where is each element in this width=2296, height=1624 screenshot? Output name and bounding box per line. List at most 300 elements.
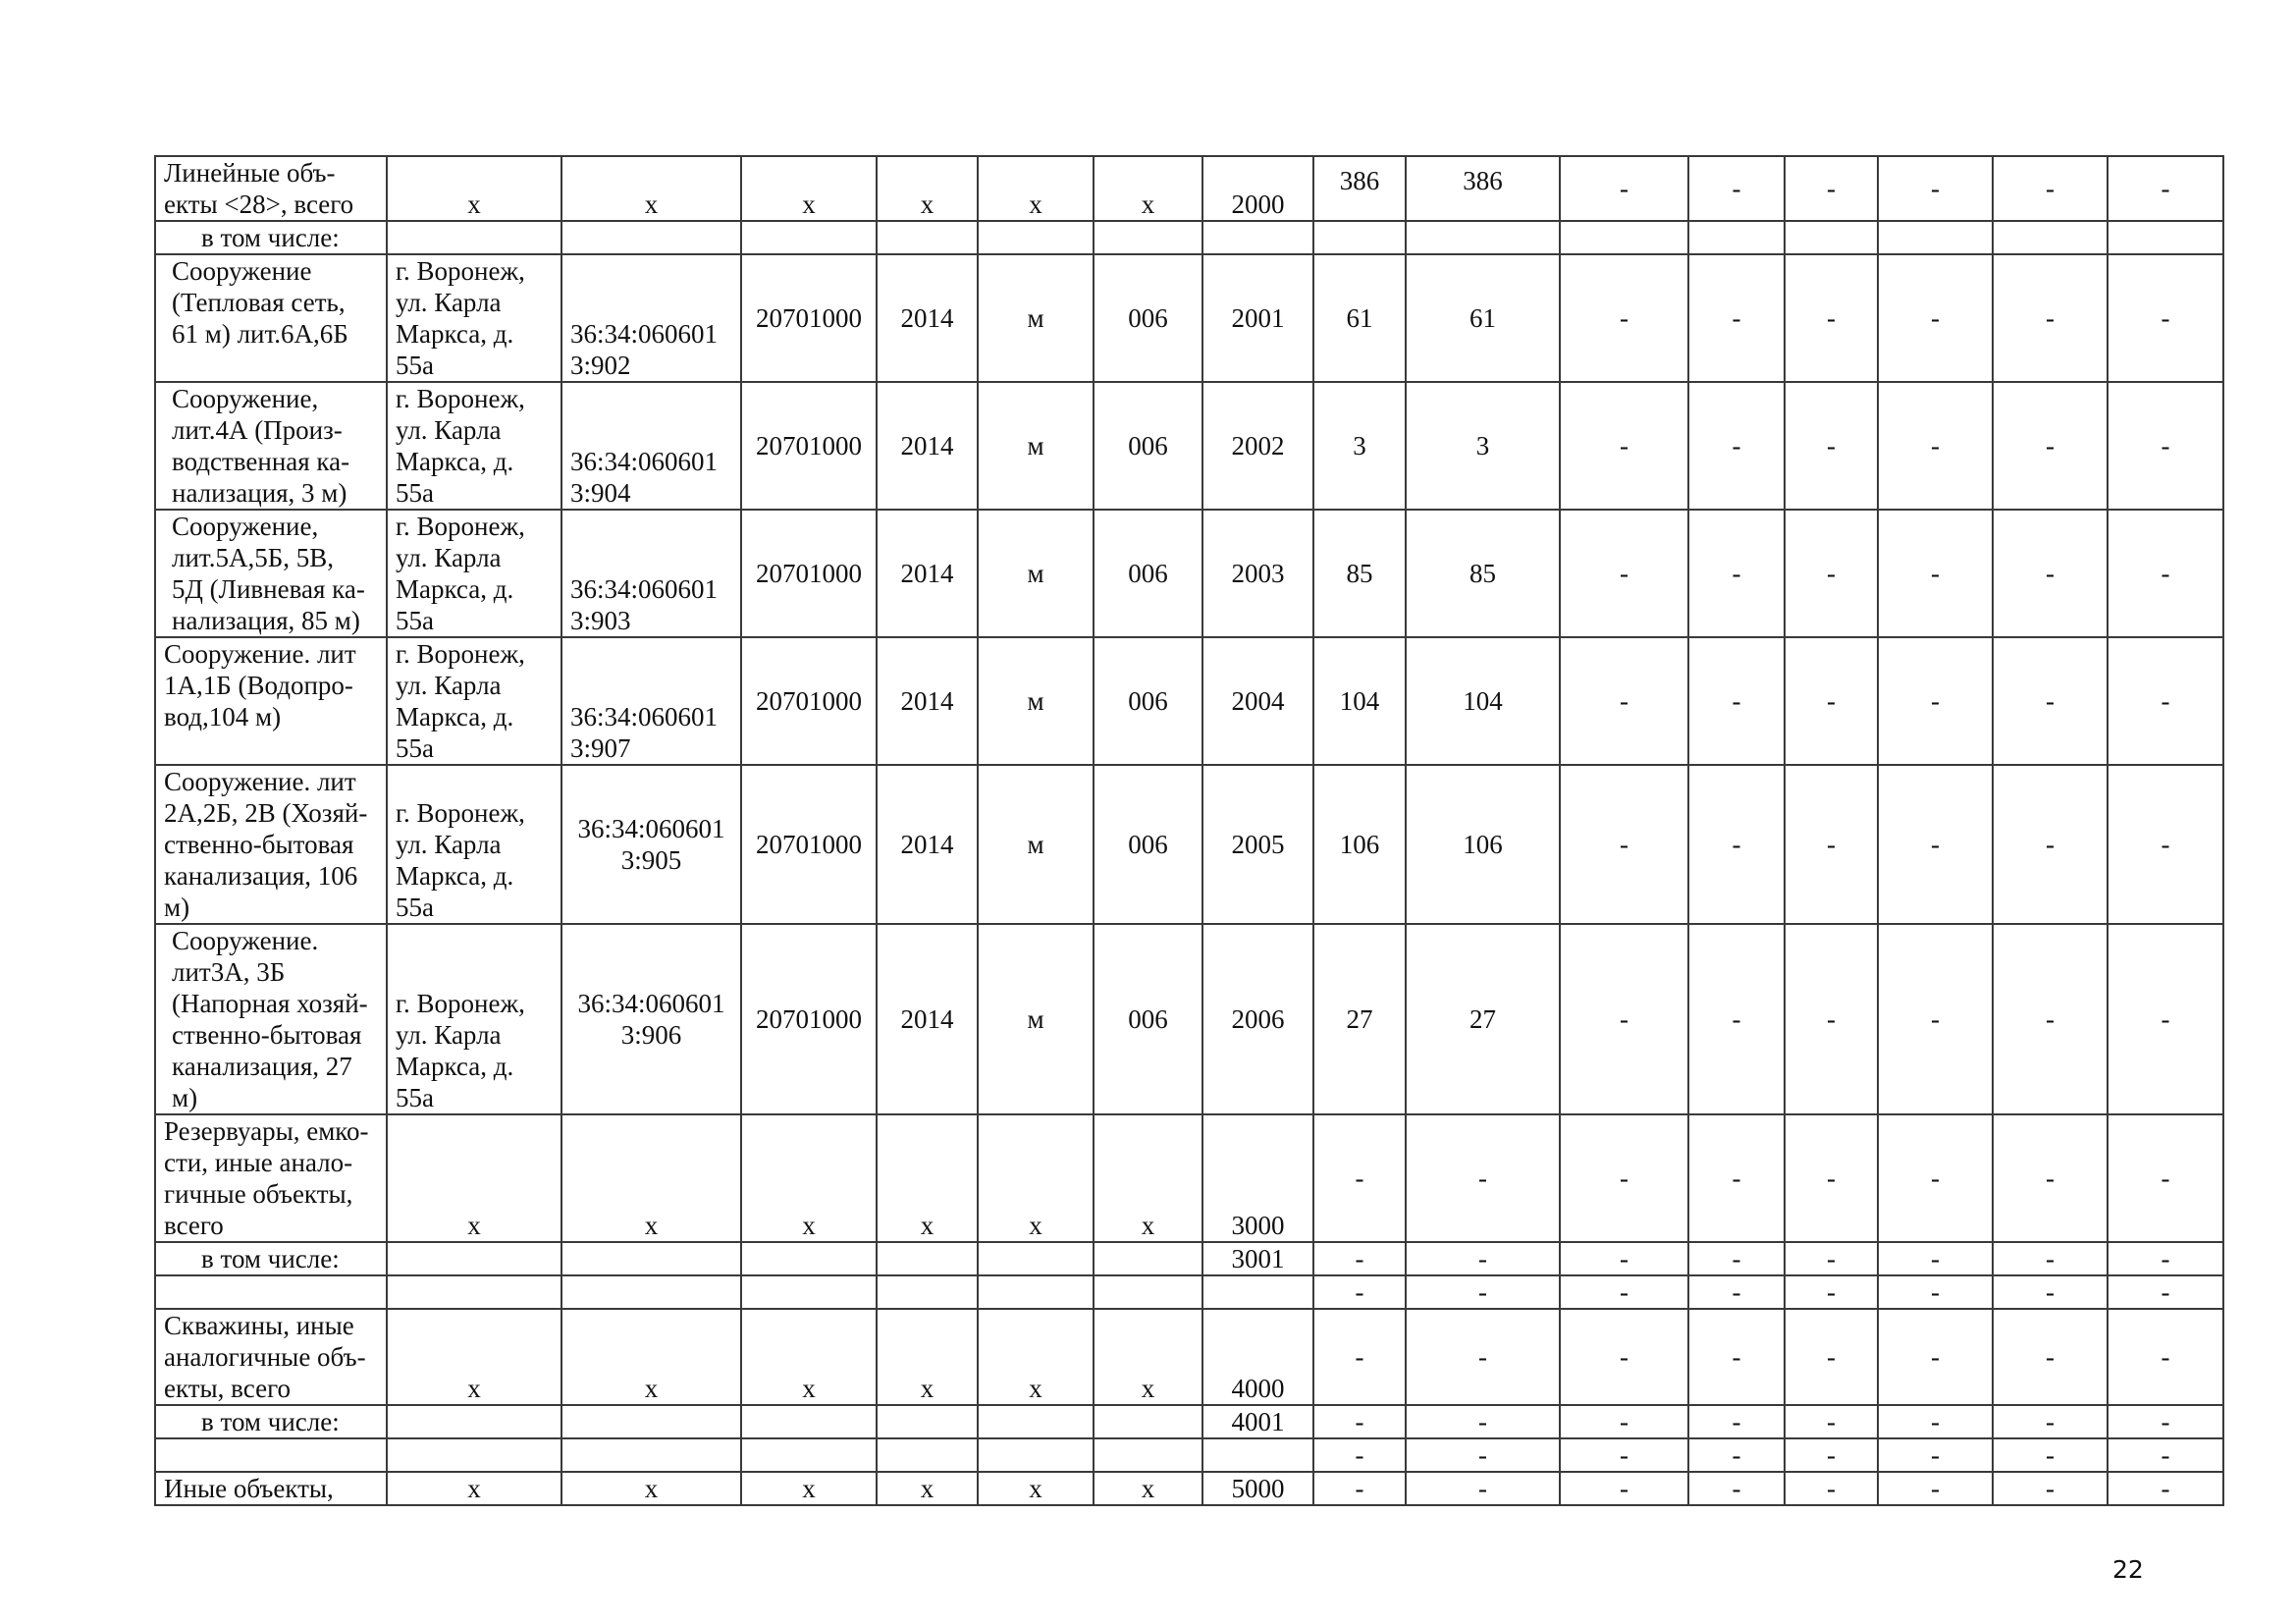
cadastral-line: 36:34:060601	[577, 989, 725, 1018]
object-name-cell	[155, 382, 387, 510]
year-cell: x	[877, 1472, 978, 1505]
address-line: г. Воронеж,	[396, 798, 525, 828]
line-code-cell: 2003	[1202, 510, 1313, 637]
year-cell: 2014	[877, 924, 978, 1114]
value-cell: -	[1313, 1114, 1406, 1242]
unit-cell: м	[978, 765, 1094, 924]
object-name-line: м)	[164, 893, 190, 922]
value-cell: 27	[1406, 924, 1560, 1114]
value-cell: -	[1785, 1405, 1878, 1438]
value-cell: -	[1560, 924, 1688, 1114]
value-cell: -	[1688, 637, 1785, 765]
value-cell: -	[1878, 382, 1993, 510]
value-cell: -	[1313, 1472, 1406, 1505]
object-name-line: канализация, 27	[172, 1052, 352, 1081]
object-name-cell	[155, 1275, 387, 1309]
line-code-cell	[1202, 1275, 1313, 1309]
okof-code-cell	[741, 1438, 877, 1472]
value-cell: -	[1560, 1242, 1688, 1275]
line-code-cell: 2006	[1202, 924, 1313, 1114]
cadastral-line: 3:902	[570, 351, 631, 380]
year-cell: 2014	[877, 510, 978, 637]
value-cell	[1560, 221, 1688, 254]
address-line: 55а	[396, 351, 434, 380]
table-row	[155, 1242, 2223, 1275]
okof-code-cell: 20701000	[741, 924, 877, 1114]
year-cell: 2014	[877, 254, 978, 382]
address-cell	[387, 510, 561, 637]
cadastral-line: 3:906	[620, 1020, 682, 1050]
table-row	[155, 765, 2223, 924]
unit-cell: м	[978, 510, 1094, 637]
object-name-line: нализация, 85 м)	[172, 606, 360, 635]
address-cell: x	[387, 1309, 561, 1405]
value-cell: -	[2108, 1114, 2223, 1242]
value-cell: -	[1878, 765, 1993, 924]
year-cell: 2014	[877, 637, 978, 765]
value-cell: -	[1688, 382, 1785, 510]
address-cell	[387, 1438, 561, 1472]
address-line: ул. Карла	[396, 1020, 502, 1050]
cadastral-number-cell	[561, 1438, 741, 1472]
value-cell: -	[2108, 1472, 2223, 1505]
object-name-cell	[155, 156, 387, 221]
cadastral-number-cell	[561, 1405, 741, 1438]
object-name-line: всего	[164, 1211, 224, 1240]
property-table	[154, 155, 2224, 1506]
unit-cell: м	[978, 637, 1094, 765]
okof-code-cell: x	[741, 1114, 877, 1242]
unit-code-cell: 006	[1094, 765, 1202, 924]
address-cell	[387, 765, 561, 924]
object-name-cell	[155, 1309, 387, 1405]
address-line: ул. Карла	[396, 415, 502, 445]
object-name-line: лит3А, 3Б	[172, 957, 286, 987]
address-line: 55а	[396, 893, 434, 922]
value-cell: -	[1993, 1438, 2108, 1472]
value-cell: -	[1993, 1405, 2108, 1438]
table-row	[155, 1114, 2223, 1242]
value-cell: -	[1688, 765, 1785, 924]
object-name-line: Сооружение.	[172, 926, 319, 955]
object-name-line: Сооружение. лит	[164, 639, 356, 669]
unit-code-cell	[1094, 1275, 1202, 1309]
unit-code-cell: 006	[1094, 924, 1202, 1114]
value-cell: -	[1406, 1472, 1560, 1505]
okof-code-cell: 20701000	[741, 637, 877, 765]
value-cell: -	[1560, 510, 1688, 637]
cadastral-number-cell: x	[561, 156, 741, 221]
address-cell	[387, 221, 561, 254]
table-row	[155, 1275, 2223, 1309]
object-name-cell	[155, 510, 387, 637]
value-cell: -	[1560, 1114, 1688, 1242]
address-line: Маркса, д.	[396, 702, 514, 731]
object-name-line: Сооружение	[172, 256, 312, 286]
value-cell	[1688, 221, 1785, 254]
unit-code-cell: x	[1094, 1309, 1202, 1405]
unit-code-cell: 006	[1094, 382, 1202, 510]
cadastral-line: 36:34:060601	[570, 702, 719, 731]
object-name-line: водственная ка-	[172, 447, 350, 476]
table-row	[155, 510, 2223, 637]
address-cell	[387, 924, 561, 1114]
unit-cell	[978, 1405, 1094, 1438]
value-cell: -	[1878, 1275, 1993, 1309]
value-cell: -	[1878, 1114, 1993, 1242]
okof-code-cell: 20701000	[741, 765, 877, 924]
value-cell: -	[1785, 510, 1878, 637]
value-cell: -	[1878, 1242, 1993, 1275]
line-code-cell: 3001	[1202, 1242, 1313, 1275]
object-name-cell	[155, 1438, 387, 1472]
unit-code-cell: x	[1094, 1114, 1202, 1242]
value-cell: -	[1993, 637, 2108, 765]
value-cell: -	[1406, 1114, 1560, 1242]
year-cell: 2014	[877, 382, 978, 510]
value-cell: -	[1688, 510, 1785, 637]
address-line: Маркса, д.	[396, 574, 514, 604]
address-line: г. Воронеж,	[396, 512, 525, 541]
value-cell: -	[1560, 1275, 1688, 1309]
cadastral-line: 36:34:060601	[570, 447, 719, 476]
value-cell: -	[1560, 254, 1688, 382]
value-cell: 27	[1313, 924, 1406, 1114]
object-name-line: екты <28>, всего	[164, 189, 354, 219]
cadastral-number-cell	[561, 1275, 741, 1309]
object-name-line: Линейные объ-	[164, 158, 336, 188]
table-row	[155, 221, 2223, 254]
page-number: 22	[2112, 1555, 2144, 1584]
cadastral-number-cell	[561, 1242, 741, 1275]
line-code-cell	[1202, 221, 1313, 254]
address-line: Маркса, д.	[396, 861, 514, 891]
value-cell: -	[1560, 156, 1688, 221]
value-cell: 85	[1406, 510, 1560, 637]
value-cell: -	[1785, 1242, 1878, 1275]
address-cell: x	[387, 156, 561, 221]
table-row	[155, 924, 2223, 1114]
value-cell: -	[1560, 1309, 1688, 1405]
value-cell: -	[1785, 1438, 1878, 1472]
value-cell: -	[1878, 510, 1993, 637]
cadastral-line: 36:34:060601	[570, 319, 719, 349]
year-cell: x	[877, 1309, 978, 1405]
address-line: 55а	[396, 733, 434, 763]
value-cell: -	[1785, 1472, 1878, 1505]
value-cell: 104	[1406, 637, 1560, 765]
value-cell: -	[1993, 1242, 2108, 1275]
value-cell: -	[1406, 1438, 1560, 1472]
unit-cell	[978, 221, 1094, 254]
object-name-line: Сооружение,	[172, 384, 319, 413]
value-cell: -	[1993, 510, 2108, 637]
address-line: 55а	[396, 1083, 434, 1112]
value-cell: -	[1313, 1309, 1406, 1405]
value-cell: -	[1560, 382, 1688, 510]
year-cell: x	[877, 156, 978, 221]
cadastral-number-cell	[561, 765, 741, 924]
unit-code-cell: x	[1094, 156, 1202, 221]
object-name-cell	[155, 1114, 387, 1242]
object-name-line: 61 м) лит.6А,6Б	[172, 319, 348, 349]
unit-code-cell	[1094, 221, 1202, 254]
year-cell	[877, 1438, 978, 1472]
unit-code-cell: x	[1094, 1472, 1202, 1505]
year-cell	[877, 1405, 978, 1438]
value-cell: -	[1785, 765, 1878, 924]
value-cell: -	[2108, 1309, 2223, 1405]
value-cell: 386	[1406, 156, 1560, 221]
value-cell: -	[1878, 1309, 1993, 1405]
year-cell: 2014	[877, 765, 978, 924]
value-cell: -	[1406, 1275, 1560, 1309]
value-cell: -	[1688, 1242, 1785, 1275]
object-name-line: лит.5А,5Б, 5В,	[172, 543, 334, 572]
value-cell: -	[1688, 1405, 1785, 1438]
unit-cell: x	[978, 1472, 1094, 1505]
okof-code-cell	[741, 221, 877, 254]
value-cell: -	[1993, 254, 2108, 382]
value-cell: 3	[1313, 382, 1406, 510]
object-name-line: Скважины, иные	[164, 1311, 354, 1340]
address-line: Маркса, д.	[396, 447, 514, 476]
value-cell: -	[1785, 254, 1878, 382]
value-cell: -	[1993, 382, 2108, 510]
unit-cell: x	[978, 156, 1094, 221]
value-cell: -	[2108, 156, 2223, 221]
value-cell: -	[1993, 1309, 2108, 1405]
value-cell: -	[2108, 254, 2223, 382]
value-cell: -	[1688, 1472, 1785, 1505]
line-code-cell: 2004	[1202, 637, 1313, 765]
unit-cell: м	[978, 254, 1094, 382]
unit-cell: м	[978, 382, 1094, 510]
value-cell: -	[1993, 1114, 2108, 1242]
value-cell: -	[2108, 1242, 2223, 1275]
unit-cell: x	[978, 1114, 1094, 1242]
address-cell: x	[387, 1114, 561, 1242]
value-cell: -	[2108, 1438, 2223, 1472]
value-cell: -	[1313, 1405, 1406, 1438]
value-cell: -	[1406, 1309, 1560, 1405]
unit-cell	[978, 1275, 1094, 1309]
object-name-cell	[155, 924, 387, 1114]
value-cell: -	[1785, 156, 1878, 221]
address-line: ул. Карла	[396, 288, 502, 317]
cadastral-line: 3:907	[570, 733, 631, 763]
okof-code-cell	[741, 1405, 877, 1438]
object-name-line: 5Д (Ливневая ка-	[172, 574, 365, 604]
value-cell: -	[1688, 1114, 1785, 1242]
cadastral-number-cell: x	[561, 1472, 741, 1505]
object-name-line: 1А,1Б (Водопро-	[164, 671, 353, 700]
value-cell: -	[1878, 637, 1993, 765]
line-code-cell: 2000	[1202, 156, 1313, 221]
value-cell: -	[2108, 382, 2223, 510]
value-cell: -	[1785, 637, 1878, 765]
unit-cell	[978, 1242, 1094, 1275]
value-cell: -	[1993, 924, 2108, 1114]
address-cell	[387, 1405, 561, 1438]
object-name-cell	[155, 637, 387, 765]
value-cell: -	[1688, 156, 1785, 221]
address-cell	[387, 382, 561, 510]
line-code-cell: 4001	[1202, 1405, 1313, 1438]
value-cell: 106	[1313, 765, 1406, 924]
object-name-line: лит.4А (Произ-	[172, 415, 343, 445]
cadastral-line: 3:905	[620, 845, 682, 875]
value-cell: -	[1878, 1405, 1993, 1438]
object-name-line: аналогичные объ-	[164, 1342, 366, 1372]
address-cell	[387, 637, 561, 765]
table-row	[155, 1472, 2223, 1505]
object-name-cell: в том числе:	[155, 221, 387, 254]
cadastral-line: 36:34:060601	[577, 814, 725, 843]
object-name-cell: в том числе:	[155, 1405, 387, 1438]
value-cell: -	[2108, 924, 2223, 1114]
object-name-line: канализация, 106	[164, 861, 358, 891]
table-body	[155, 156, 2223, 1505]
value-cell: -	[1406, 1242, 1560, 1275]
line-code-cell: 5000	[1202, 1472, 1313, 1505]
address-line: г. Воронеж,	[396, 384, 525, 413]
value-cell: -	[1560, 765, 1688, 924]
value-cell: -	[1785, 1309, 1878, 1405]
okof-code-cell: 20701000	[741, 254, 877, 382]
table-row	[155, 156, 2223, 221]
table-row	[155, 1405, 2223, 1438]
okof-code-cell	[741, 1275, 877, 1309]
cadastral-number-cell	[561, 382, 741, 510]
value-cell: 3	[1406, 382, 1560, 510]
value-cell: -	[1560, 637, 1688, 765]
object-name-line: гичные объекты,	[164, 1179, 353, 1209]
value-cell: -	[1688, 254, 1785, 382]
address-cell	[387, 254, 561, 382]
cadastral-line: 3:903	[570, 606, 631, 635]
value-cell: -	[1785, 924, 1878, 1114]
object-name-cell	[155, 254, 387, 382]
object-name-line: Сооружение,	[172, 512, 319, 541]
object-name-line: нализация, 3 м)	[172, 478, 347, 508]
address-cell	[387, 1242, 561, 1275]
value-cell: -	[1688, 1275, 1785, 1309]
table-row	[155, 637, 2223, 765]
value-cell: -	[2108, 510, 2223, 637]
value-cell: -	[2108, 1275, 2223, 1309]
value-cell	[1993, 221, 2108, 254]
value-cell: -	[1993, 1472, 2108, 1505]
cadastral-number-cell	[561, 637, 741, 765]
value-cell: -	[1688, 1438, 1785, 1472]
unit-cell	[978, 1438, 1094, 1472]
value-cell	[2108, 221, 2223, 254]
object-name-line: ственно-бытовая	[164, 830, 354, 859]
table-row	[155, 1438, 2223, 1472]
okof-code-cell: 20701000	[741, 510, 877, 637]
cadastral-number-cell: x	[561, 1309, 741, 1405]
address-cell	[387, 1275, 561, 1309]
okof-code-cell	[741, 1242, 877, 1275]
line-code-cell: 4000	[1202, 1309, 1313, 1405]
value-cell: 386	[1313, 156, 1406, 221]
value-cell	[1313, 221, 1406, 254]
line-code-cell	[1202, 1438, 1313, 1472]
cadastral-number-cell	[561, 510, 741, 637]
value-cell: -	[2108, 1405, 2223, 1438]
value-cell: -	[1878, 924, 1993, 1114]
object-name-line: 2А,2Б, 2В (Хозяй-	[164, 798, 368, 828]
year-cell	[877, 221, 978, 254]
cadastral-number-cell: x	[561, 1114, 741, 1242]
cadastral-number-cell	[561, 254, 741, 382]
value-cell: -	[1560, 1438, 1688, 1472]
value-cell: -	[1785, 382, 1878, 510]
cadastral-line: 36:34:060601	[570, 574, 719, 604]
object-name-line: вод,104 м)	[164, 702, 282, 731]
value-cell: -	[1993, 1275, 2108, 1309]
unit-cell: м	[978, 924, 1094, 1114]
unit-code-cell: 006	[1094, 254, 1202, 382]
value-cell: -	[1785, 1275, 1878, 1309]
object-name-line: Сооружение. лит	[164, 767, 356, 796]
line-code-cell: 2005	[1202, 765, 1313, 924]
value-cell: -	[1878, 156, 1993, 221]
value-cell: -	[2108, 765, 2223, 924]
year-cell: x	[877, 1114, 978, 1242]
unit-code-cell	[1094, 1438, 1202, 1472]
value-cell: -	[1878, 1472, 1993, 1505]
object-name-cell: Иные объекты,	[155, 1472, 387, 1505]
value-cell: -	[1993, 765, 2108, 924]
value-cell	[1406, 221, 1560, 254]
object-name-line: (Напорная хозяй-	[172, 989, 368, 1018]
address-line: 55а	[396, 606, 434, 635]
address-line: ул. Карла	[396, 830, 502, 859]
value-cell: -	[2108, 637, 2223, 765]
okof-code-cell: x	[741, 1309, 877, 1405]
value-cell: 104	[1313, 637, 1406, 765]
value-cell: -	[1313, 1242, 1406, 1275]
address-line: 55а	[396, 478, 434, 508]
object-name-cell: в том числе:	[155, 1242, 387, 1275]
value-cell: -	[1313, 1438, 1406, 1472]
value-cell: -	[1785, 1114, 1878, 1242]
object-name-cell	[155, 765, 387, 924]
year-cell	[877, 1275, 978, 1309]
object-name-line: Резервуары, емко-	[164, 1116, 369, 1146]
value-cell: 61	[1313, 254, 1406, 382]
value-cell: 106	[1406, 765, 1560, 924]
unit-cell: x	[978, 1309, 1094, 1405]
address-line: Маркса, д.	[396, 319, 514, 349]
object-name-line: екты, всего	[164, 1374, 291, 1403]
value-cell: -	[1560, 1405, 1688, 1438]
object-name-line: ственно-бытовая	[172, 1020, 362, 1050]
line-code-cell: 2002	[1202, 382, 1313, 510]
unit-code-cell: 006	[1094, 510, 1202, 637]
value-cell	[1785, 221, 1878, 254]
cadastral-number-cell	[561, 221, 741, 254]
value-cell: -	[1878, 1438, 1993, 1472]
address-line: г. Воронеж,	[396, 256, 525, 286]
year-cell	[877, 1242, 978, 1275]
unit-code-cell	[1094, 1405, 1202, 1438]
value-cell: -	[1993, 156, 2108, 221]
value-cell: -	[1688, 924, 1785, 1114]
address-line: Маркса, д.	[396, 1052, 514, 1081]
